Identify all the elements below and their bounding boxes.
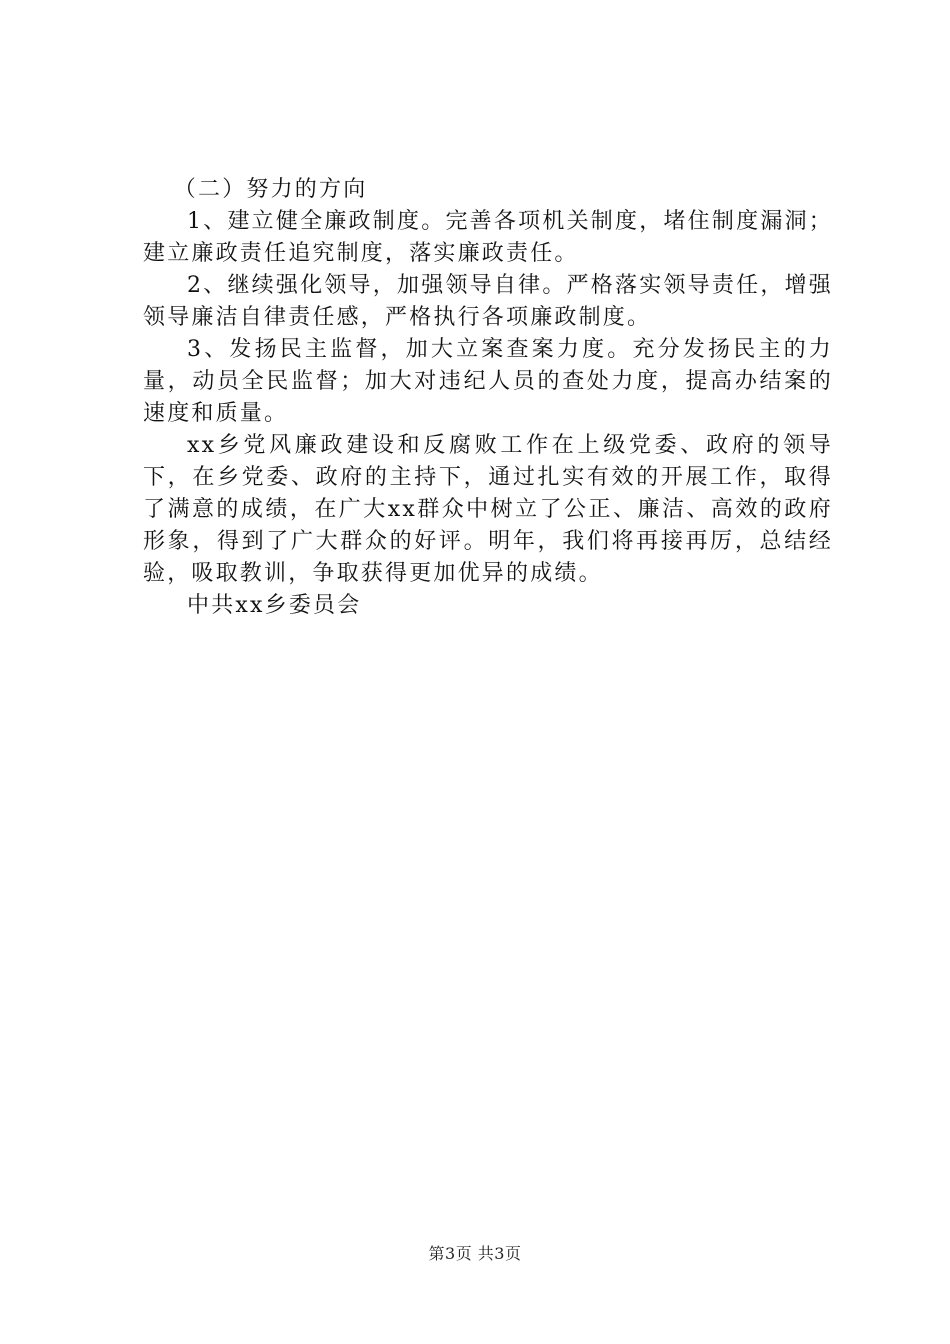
summary-paragraph: xx乡党风廉政建设和反腐败工作在上级党委、政府的领导下，在乡党委、政府的主持下，通过扎实有效的开展工作，取得了满意的成绩，在广大xx群众中树立了公正、廉洁、高效的政府形象，得到了广大群众的好评。明年，我们将再接再厉，总结经验，吸取教训，争取获得更加优异的成绩。	[143, 433, 833, 586]
section-heading: （二）努力的方向	[173, 177, 368, 202]
item-paragraph-1: 1、建立健全廉政制度。完善各项机关制度，堵住制度漏洞；建立廉政责任追究制度，落实廉政责任。	[143, 209, 833, 266]
signature-line: 中共xx乡委员会	[187, 593, 362, 618]
page-number-footer: 第3页 共3页	[428, 1244, 522, 1263]
item-paragraph-2: 2、继续强化领导，加强领导自律。严格落实领导责任，增强领导廉洁自律责任感，严格执行各项廉政制度。	[143, 273, 833, 330]
document-body	[143, 174, 833, 622]
item-paragraph-3: 3、发扬民主监督，加大立案查案力度。充分发扬民主的力量，动员全民监督；加大对违纪人员的查处力度，提高办结案的速度和质量。	[143, 337, 833, 426]
